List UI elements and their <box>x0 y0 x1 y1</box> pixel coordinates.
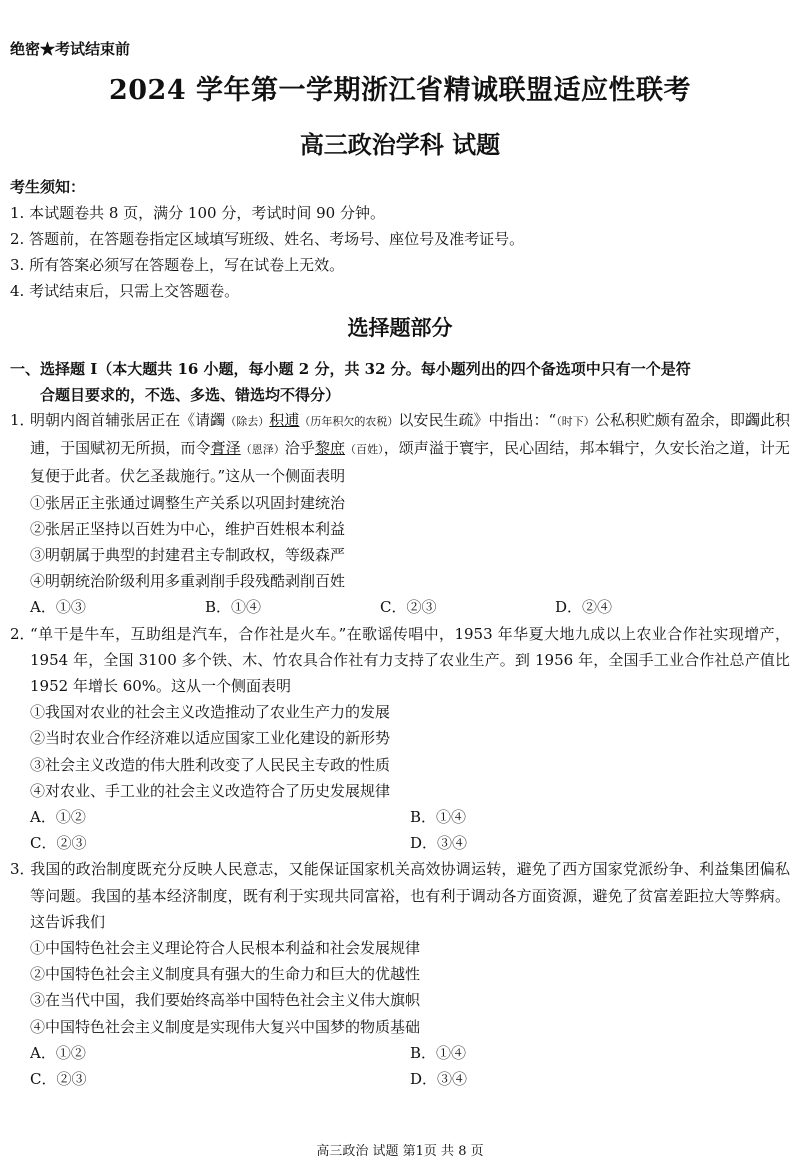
questions <box>10 407 790 1092</box>
option-statement: ③明朝属于典型的封建君主专制政权，等级森严 <box>30 546 346 565</box>
answer-choice-c[interactable]: C．②③ <box>30 1070 87 1089</box>
question-3 <box>10 856 790 1092</box>
answer-choice-a[interactable]: A．①③ <box>30 598 86 617</box>
candidate-notice <box>10 174 790 304</box>
option-statement: ④对农业、手工业的社会主义改造符合了历史发展规律 <box>30 781 391 800</box>
option-statement: ②中国特色社会主义制度具有强大的生命力和巨大的优越性 <box>30 965 421 984</box>
option-statement: ③在当代中国，我们要始终高举中国特色社会主义伟大旗帜 <box>30 991 421 1010</box>
underlined-term: 膏泽 <box>210 439 241 458</box>
answer-choice-b[interactable]: B．①④ <box>410 1043 467 1062</box>
section-title: 选择题部分 <box>347 315 453 340</box>
part-instructions <box>10 356 790 408</box>
question-stem <box>10 856 790 935</box>
answer-choice-a[interactable]: A．①② <box>30 1043 86 1062</box>
notice-item: 2. 答题前，在答题卷指定区域填写班级、姓名、考场号、座位号及准考证号。 <box>10 230 525 248</box>
answer-choice-a[interactable]: A．①② <box>30 808 86 827</box>
stem-text: 明朝内阁首辅张居正在《请蠲 <box>30 411 226 429</box>
part-line-2: 合题目要求的，不选、多选、错选均不得分） <box>40 386 341 404</box>
annotation: （百姓） <box>345 443 384 457</box>
stem-text: 以安民生疏》中指出：“ <box>398 411 557 429</box>
stem-text: 洽乎 <box>284 439 315 458</box>
option-statement: ②当时农业合作经济难以适应国家工业化建设的新形势 <box>30 729 391 748</box>
notice-item: 3. 所有答案必须写在答题卷上，写在试卷上无效。 <box>10 256 345 274</box>
stem-text: ，颂声溢于寰宇，民心固结，邦本辑宁，久安长治之道，计无复便于此者。伏乞圣裁施行。”这从一个侧面表明 <box>30 439 790 486</box>
notice-heading: 考生须知： <box>10 178 86 196</box>
secret-label: 绝密★考试结束前 <box>10 40 131 58</box>
question-stem <box>10 621 790 700</box>
question-number: 1． <box>10 411 35 429</box>
answer-choice-b[interactable]: B．①④ <box>410 808 467 827</box>
annotation: （历年积欠的农税） <box>299 415 399 428</box>
answer-choice-c[interactable]: C．②③ <box>380 598 437 617</box>
question-2 <box>10 621 790 857</box>
option-statement: ①我国对农业的社会主义改造推动了农业生产力的发展 <box>30 703 391 722</box>
part-line-1: 一、选择题 I（本大题共 16 小题，每小题 2 分，共 32 分。每小题列出的四个备选项中只有一个是符 <box>10 360 691 378</box>
option-statement: ④中国特色社会主义制度是实现伟大复兴中国梦的物质基础 <box>30 1017 421 1036</box>
underlined-term: 积逋 <box>269 411 300 429</box>
answer-choice-d[interactable]: D．②④ <box>555 598 613 617</box>
answer-choice-b[interactable]: B．①④ <box>205 598 262 617</box>
option-statement: ③社会主义改造的伟大胜利改变了人民民主专政的性质 <box>30 755 391 774</box>
page-footer: 高三政治 试题 第1页 共 8 页 <box>316 1144 484 1159</box>
exam-title: 2024 学年第一学期浙江省精诚联盟适应性联考 <box>108 75 692 106</box>
stem-text: 公私积贮颇有盈余，即蠲此积逋，于国赋初无所损，而令 <box>30 411 790 458</box>
option-statement: ②张居正坚持以百姓为中心，维护百姓根本利益 <box>30 519 346 538</box>
stem-text: “单干是牛车，互助组是汽车，合作社是火车。”在歌谣传唱中，1953 年华夏大地九成以上农业合作社实现增产，1954 年，全国 3100 多个铁、木、竹农具合作社有力支持了农业生产。到 1956 年，全国手工业合作社总产值比 1952 年增长 60%。这从一个侧面表明 <box>30 624 790 696</box>
underlined-term: 黎庶 <box>314 439 346 458</box>
notice-item: 4. 考试结束后，只需上交答题卷。 <box>10 282 240 300</box>
annotation: （除去） <box>225 415 270 428</box>
stem-text: 我国的政治制度既充分反映人民意志，又能保证国家机关高效协调运转，避免了西方国家党派纷争、利益集团偏私等问题。我国的基本经济制度，既有利于实现共同富裕，也有利于调动各方面资源，避免了贫富差距拉大等弊病。这告诉我们 <box>30 860 790 931</box>
annotation: （时下） <box>556 415 595 428</box>
answer-choices <box>10 1040 790 1092</box>
option-statement: ①中国特色社会主义理论符合人民根本利益和社会发展规律 <box>30 939 421 958</box>
question-1 <box>10 407 790 621</box>
notice-item: 1. 本试题卷共 8 页，满分 100 分，考试时间 90 分钟。 <box>10 204 385 222</box>
exam-subtitle: 高三政治学科 试题 <box>299 130 501 159</box>
answer-choices <box>10 804 790 856</box>
answer-choices <box>10 594 790 620</box>
question-number: 2． <box>10 624 35 643</box>
answer-choice-c[interactable]: C．②③ <box>30 834 87 853</box>
answer-choice-d[interactable]: D．③④ <box>410 834 468 853</box>
question-number: 3． <box>10 860 35 879</box>
option-statement: ④明朝统治阶级利用多重剥削手段残酷剥削百姓 <box>30 572 346 591</box>
option-statement: ①张居正主张通过调整生产关系以巩固封建统治 <box>30 493 346 512</box>
answer-choice-d[interactable]: D．③④ <box>410 1070 468 1089</box>
question-stem <box>10 407 790 490</box>
annotation: （恩泽） <box>240 443 285 457</box>
